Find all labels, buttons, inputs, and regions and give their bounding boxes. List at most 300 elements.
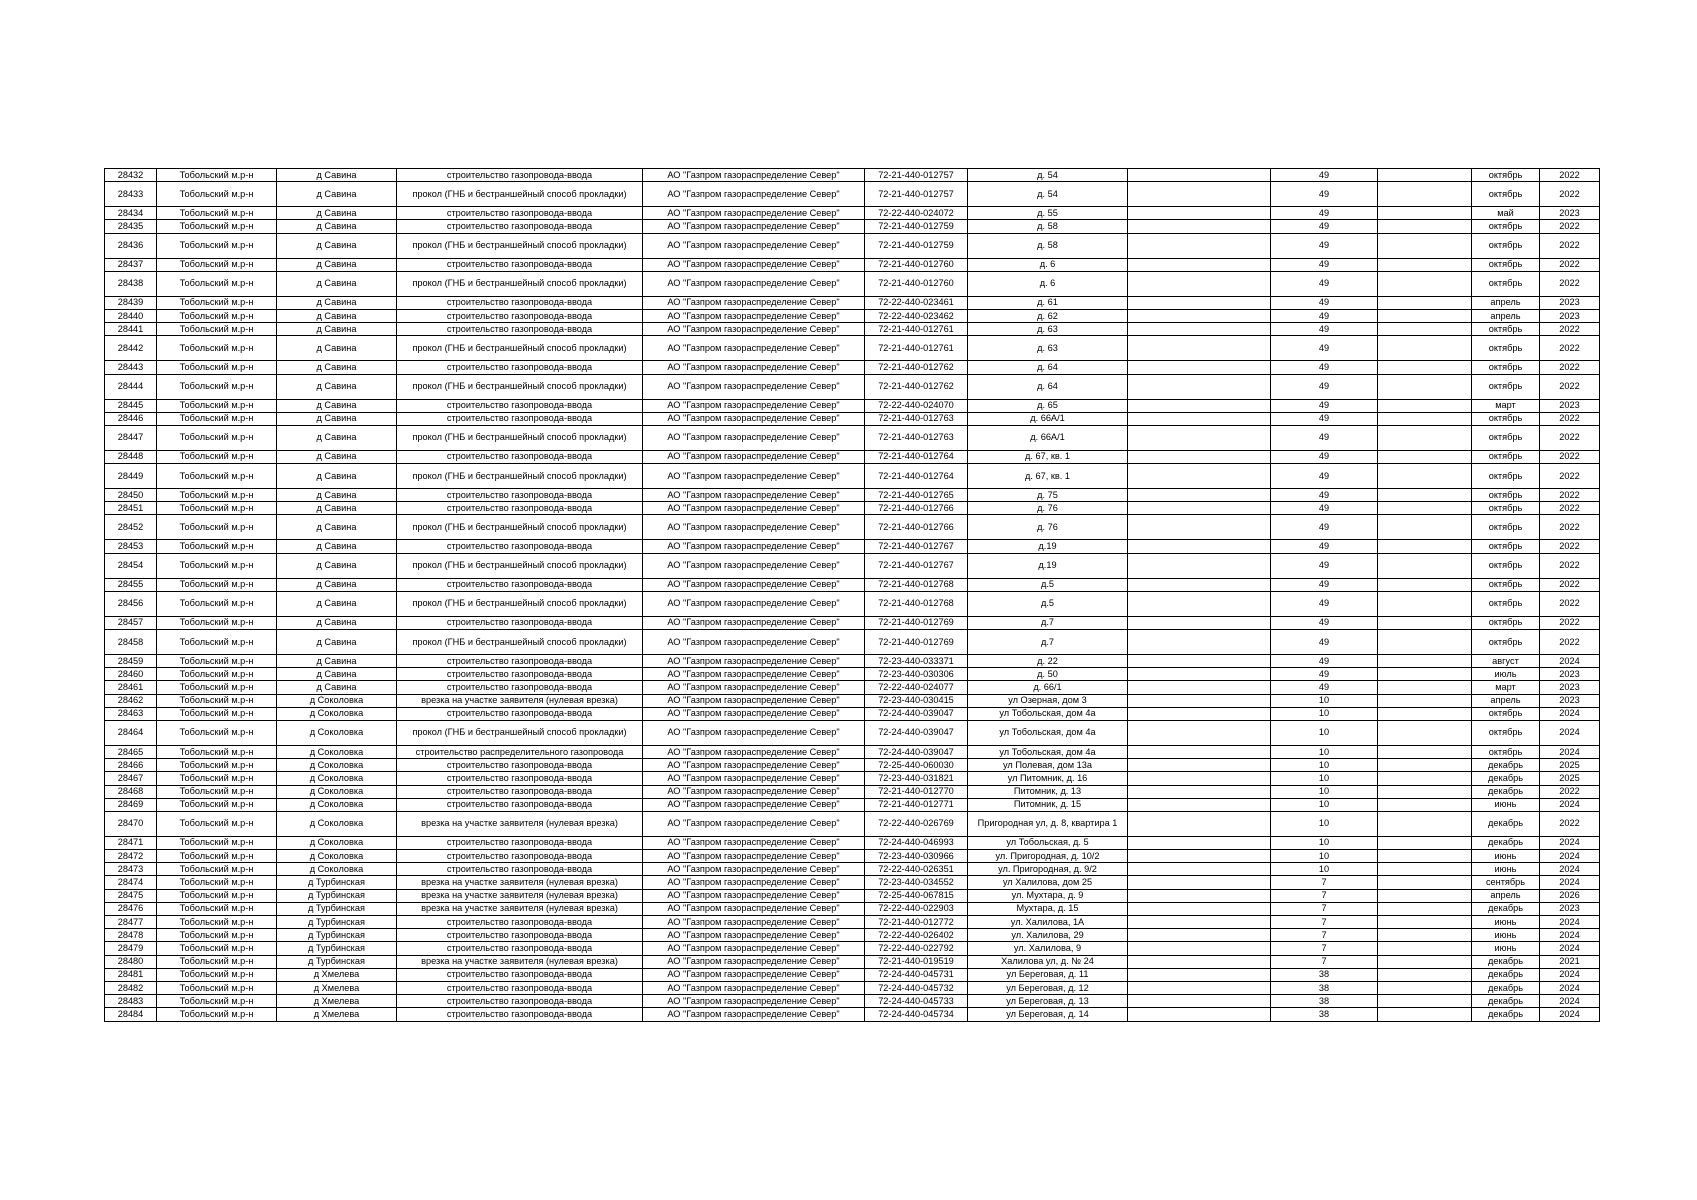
work-type-cell: строительство газопровода-ввода (397, 540, 643, 553)
settlement-cell: д Савина (277, 668, 397, 681)
row-number-cell: 28483 (105, 995, 157, 1008)
application-code-cell: 72-21-440-012772 (865, 916, 968, 929)
empty-cell (1128, 798, 1271, 811)
value-cell: 7 (1271, 929, 1378, 942)
address-cell: д.5 (968, 591, 1128, 616)
year-cell: 2024 (1540, 929, 1600, 942)
row-number-cell: 28459 (105, 655, 157, 668)
empty-cell (1128, 707, 1271, 720)
month-cell: октябрь (1472, 540, 1540, 553)
work-type-cell: прокол (ГНБ и бестраншейный способ прокладки) (397, 425, 643, 450)
settlement-cell: д Соколовка (277, 694, 397, 707)
empty-cell (1378, 450, 1472, 463)
address-cell: д. 58 (968, 233, 1128, 258)
row-number-cell: 28465 (105, 745, 157, 758)
work-type-cell: прокол (ГНБ и бестраншейный способ прокладки) (397, 591, 643, 616)
value-cell: 49 (1271, 258, 1378, 271)
organization-cell: АО "Газпром газораспределение Север" (643, 182, 865, 207)
row-number-cell: 28435 (105, 220, 157, 233)
empty-cell (1378, 929, 1472, 942)
empty-cell (1378, 489, 1472, 502)
district-cell: Тобольский м.р-н (157, 968, 277, 981)
settlement-cell: д Турбинская (277, 902, 397, 915)
application-code-cell: 72-22-440-023461 (865, 296, 968, 309)
month-cell: октябрь (1472, 169, 1540, 182)
address-cell: ул Береговая, д. 14 (968, 1008, 1128, 1021)
value-cell: 10 (1271, 694, 1378, 707)
value-cell: 49 (1271, 412, 1378, 425)
month-cell: декабрь (1472, 811, 1540, 836)
work-type-cell: строительство газопровода-ввода (397, 258, 643, 271)
work-type-cell: прокол (ГНБ и бестраншейный способ прокладки) (397, 374, 643, 399)
organization-cell: АО "Газпром газораспределение Север" (643, 412, 865, 425)
settlement-cell: д Савина (277, 296, 397, 309)
row-number-cell: 28436 (105, 233, 157, 258)
settlement-cell: д Савина (277, 169, 397, 182)
application-code-cell: 72-23-440-033371 (865, 655, 968, 668)
year-cell: 2022 (1540, 591, 1600, 616)
settlement-cell: д Савина (277, 515, 397, 540)
application-code-cell: 72-21-440-012768 (865, 591, 968, 616)
value-cell: 38 (1271, 981, 1378, 994)
application-code-cell: 72-23-440-031821 (865, 772, 968, 785)
address-cell: д. 6 (968, 258, 1128, 271)
settlement-cell: д Соколовка (277, 759, 397, 772)
row-number-cell: 28464 (105, 720, 157, 745)
address-cell: д. 65 (968, 399, 1128, 412)
application-code-cell: 72-22-440-026769 (865, 811, 968, 836)
district-cell: Тобольский м.р-н (157, 836, 277, 849)
address-cell: д.7 (968, 616, 1128, 629)
empty-cell (1128, 836, 1271, 849)
organization-cell: АО "Газпром газораспределение Север" (643, 425, 865, 450)
empty-cell (1378, 323, 1472, 336)
organization-cell: АО "Газпром газораспределение Север" (643, 902, 865, 915)
address-cell: д. 67, кв. 1 (968, 450, 1128, 463)
settlement-cell: д Савина (277, 464, 397, 489)
value-cell: 10 (1271, 707, 1378, 720)
application-code-cell: 72-23-440-030415 (865, 694, 968, 707)
address-cell: Мухтара, д. 15 (968, 902, 1128, 915)
work-type-cell: прокол (ГНБ и бестраншейный способ прокладки) (397, 553, 643, 578)
month-cell: декабрь (1472, 759, 1540, 772)
year-cell: 2024 (1540, 745, 1600, 758)
organization-cell: АО "Газпром газораспределение Север" (643, 233, 865, 258)
month-cell: июнь (1472, 929, 1540, 942)
organization-cell: АО "Газпром газораспределение Север" (643, 207, 865, 220)
address-cell: д. 76 (968, 502, 1128, 515)
empty-cell (1378, 540, 1472, 553)
value-cell: 10 (1271, 772, 1378, 785)
settlement-cell: д Турбинская (277, 942, 397, 955)
application-code-cell: 72-21-440-012771 (865, 798, 968, 811)
month-cell: декабрь (1472, 785, 1540, 798)
settlement-cell: д Хмелева (277, 1008, 397, 1021)
table-row (105, 450, 1600, 463)
value-cell: 49 (1271, 309, 1378, 322)
row-number-cell: 28466 (105, 759, 157, 772)
district-cell: Тобольский м.р-н (157, 981, 277, 994)
table-row (105, 502, 1600, 515)
organization-cell: АО "Газпром газораспределение Север" (643, 258, 865, 271)
settlement-cell: д Савина (277, 553, 397, 578)
address-cell: Питомник, д. 15 (968, 798, 1128, 811)
month-cell: октябрь (1472, 220, 1540, 233)
data-table (104, 168, 1600, 1022)
year-cell: 2024 (1540, 916, 1600, 929)
empty-cell (1128, 182, 1271, 207)
settlement-cell: д Соколовка (277, 850, 397, 863)
work-type-cell: строительство газопровода-ввода (397, 361, 643, 374)
address-cell: д. 61 (968, 296, 1128, 309)
settlement-cell: д Турбинская (277, 955, 397, 968)
organization-cell: АО "Газпром газораспределение Север" (643, 720, 865, 745)
month-cell: октябрь (1472, 591, 1540, 616)
address-cell: д. 22 (968, 655, 1128, 668)
district-cell: Тобольский м.р-н (157, 850, 277, 863)
organization-cell: АО "Газпром газораспределение Север" (643, 655, 865, 668)
application-code-cell: 72-21-440-012765 (865, 489, 968, 502)
work-type-cell: строительство газопровода-ввода (397, 981, 643, 994)
work-type-cell: строительство газопровода-ввода (397, 1008, 643, 1021)
table-row (105, 745, 1600, 758)
year-cell: 2023 (1540, 296, 1600, 309)
value-cell: 10 (1271, 850, 1378, 863)
empty-cell (1378, 955, 1472, 968)
value-cell: 10 (1271, 759, 1378, 772)
table-row (105, 889, 1600, 902)
table-row (105, 694, 1600, 707)
empty-cell (1128, 981, 1271, 994)
settlement-cell: д Савина (277, 655, 397, 668)
organization-cell: АО "Газпром газораспределение Север" (643, 811, 865, 836)
month-cell: декабрь (1472, 968, 1540, 981)
row-number-cell: 28454 (105, 553, 157, 578)
empty-cell (1128, 258, 1271, 271)
table-row (105, 336, 1600, 361)
month-cell: декабрь (1472, 836, 1540, 849)
application-code-cell: 72-21-440-012763 (865, 412, 968, 425)
value-cell: 49 (1271, 374, 1378, 399)
row-number-cell: 28463 (105, 707, 157, 720)
row-number-cell: 28472 (105, 850, 157, 863)
year-cell: 2024 (1540, 798, 1600, 811)
table-row (105, 578, 1600, 591)
empty-cell (1378, 720, 1472, 745)
application-code-cell: 72-21-440-012762 (865, 361, 968, 374)
empty-cell (1378, 694, 1472, 707)
application-code-cell: 72-24-440-045732 (865, 981, 968, 994)
value-cell: 49 (1271, 655, 1378, 668)
value-cell: 49 (1271, 464, 1378, 489)
organization-cell: АО "Газпром газораспределение Север" (643, 876, 865, 889)
organization-cell: АО "Газпром газораспределение Север" (643, 798, 865, 811)
district-cell: Тобольский м.р-н (157, 258, 277, 271)
district-cell: Тобольский м.р-н (157, 772, 277, 785)
work-type-cell: строительство газопровода-ввода (397, 929, 643, 942)
work-type-cell: строительство газопровода-ввода (397, 668, 643, 681)
settlement-cell: д Савина (277, 374, 397, 399)
empty-cell (1128, 169, 1271, 182)
address-cell: д. 67, кв. 1 (968, 464, 1128, 489)
month-cell: октябрь (1472, 374, 1540, 399)
table-row (105, 412, 1600, 425)
table-row (105, 772, 1600, 785)
empty-cell (1128, 745, 1271, 758)
empty-cell (1128, 233, 1271, 258)
row-number-cell: 28449 (105, 464, 157, 489)
value-cell: 49 (1271, 616, 1378, 629)
empty-cell (1378, 981, 1472, 994)
organization-cell: АО "Газпром газораспределение Север" (643, 772, 865, 785)
application-code-cell: 72-21-440-012766 (865, 515, 968, 540)
district-cell: Тобольский м.р-н (157, 995, 277, 1008)
empty-cell (1378, 889, 1472, 902)
organization-cell: АО "Газпром газораспределение Север" (643, 929, 865, 942)
empty-cell (1378, 995, 1472, 1008)
address-cell: ул Халилова, дом 25 (968, 876, 1128, 889)
table-row (105, 968, 1600, 981)
table-row (105, 995, 1600, 1008)
row-number-cell: 28481 (105, 968, 157, 981)
address-cell: д. 66А/1 (968, 412, 1128, 425)
application-code-cell: 72-21-440-012764 (865, 464, 968, 489)
work-type-cell: строительство газопровода-ввода (397, 578, 643, 591)
year-cell: 2023 (1540, 902, 1600, 915)
settlement-cell: д Савина (277, 361, 397, 374)
application-code-cell: 72-23-440-034552 (865, 876, 968, 889)
work-type-cell: строительство газопровода-ввода (397, 916, 643, 929)
address-cell: Пригородная ул, д. 8, квартира 1 (968, 811, 1128, 836)
row-number-cell: 28444 (105, 374, 157, 399)
work-type-cell: строительство газопровода-ввода (397, 412, 643, 425)
table-row (105, 902, 1600, 915)
month-cell: октябрь (1472, 515, 1540, 540)
organization-cell: АО "Газпром газораспределение Север" (643, 1008, 865, 1021)
address-cell: д.5 (968, 578, 1128, 591)
empty-cell (1378, 296, 1472, 309)
address-cell: д. 66/1 (968, 681, 1128, 694)
empty-cell (1378, 681, 1472, 694)
value-cell: 49 (1271, 450, 1378, 463)
value-cell: 49 (1271, 668, 1378, 681)
district-cell: Тобольский м.р-н (157, 182, 277, 207)
settlement-cell: д Соколовка (277, 811, 397, 836)
table-row (105, 929, 1600, 942)
table-row (105, 464, 1600, 489)
month-cell: октябрь (1472, 336, 1540, 361)
work-type-cell: врезка на участке заявителя (нулевая врезка) (397, 902, 643, 915)
organization-cell: АО "Газпром газораспределение Север" (643, 399, 865, 412)
organization-cell: АО "Газпром газораспределение Север" (643, 995, 865, 1008)
settlement-cell: д Савина (277, 578, 397, 591)
district-cell: Тобольский м.р-н (157, 323, 277, 336)
settlement-cell: д Савина (277, 630, 397, 655)
month-cell: октябрь (1472, 707, 1540, 720)
value-cell: 49 (1271, 425, 1378, 450)
table-row (105, 591, 1600, 616)
row-number-cell: 28455 (105, 578, 157, 591)
value-cell: 10 (1271, 811, 1378, 836)
work-type-cell: строительство газопровода-ввода (397, 863, 643, 876)
settlement-cell: д Савина (277, 271, 397, 296)
value-cell: 49 (1271, 323, 1378, 336)
row-number-cell: 28467 (105, 772, 157, 785)
empty-cell (1378, 772, 1472, 785)
district-cell: Тобольский м.р-н (157, 942, 277, 955)
organization-cell: АО "Газпром газораспределение Север" (643, 309, 865, 322)
address-cell: ул Береговая, д. 13 (968, 995, 1128, 1008)
value-cell: 49 (1271, 169, 1378, 182)
settlement-cell: д Савина (277, 233, 397, 258)
empty-cell (1128, 902, 1271, 915)
district-cell: Тобольский м.р-н (157, 745, 277, 758)
district-cell: Тобольский м.р-н (157, 630, 277, 655)
application-code-cell: 72-21-440-012767 (865, 540, 968, 553)
address-cell: ул Тобольская, дом 4а (968, 720, 1128, 745)
table-row (105, 863, 1600, 876)
empty-cell (1378, 759, 1472, 772)
district-cell: Тобольский м.р-н (157, 811, 277, 836)
application-code-cell: 72-24-440-039047 (865, 745, 968, 758)
application-code-cell: 72-24-440-045731 (865, 968, 968, 981)
table-row (105, 169, 1600, 182)
address-cell: ул Полевая, дом 13а (968, 759, 1128, 772)
month-cell: июнь (1472, 942, 1540, 955)
settlement-cell: д Савина (277, 220, 397, 233)
table-row (105, 220, 1600, 233)
district-cell: Тобольский м.р-н (157, 902, 277, 915)
value-cell: 49 (1271, 553, 1378, 578)
empty-cell (1378, 850, 1472, 863)
empty-cell (1128, 553, 1271, 578)
year-cell: 2024 (1540, 720, 1600, 745)
empty-cell (1128, 336, 1271, 361)
application-code-cell: 72-21-440-012757 (865, 182, 968, 207)
table-row (105, 258, 1600, 271)
year-cell: 2023 (1540, 681, 1600, 694)
empty-cell (1128, 207, 1271, 220)
month-cell: октябрь (1472, 720, 1540, 745)
district-cell: Тобольский м.р-н (157, 220, 277, 233)
table-row (105, 540, 1600, 553)
settlement-cell: д Савина (277, 336, 397, 361)
year-cell: 2022 (1540, 502, 1600, 515)
district-cell: Тобольский м.р-н (157, 929, 277, 942)
row-number-cell: 28434 (105, 207, 157, 220)
address-cell: д.7 (968, 630, 1128, 655)
district-cell: Тобольский м.р-н (157, 489, 277, 502)
organization-cell: АО "Газпром газораспределение Север" (643, 694, 865, 707)
row-number-cell: 28473 (105, 863, 157, 876)
organization-cell: АО "Газпром газораспределение Север" (643, 169, 865, 182)
settlement-cell: д Савина (277, 489, 397, 502)
organization-cell: АО "Газпром газораспределение Север" (643, 450, 865, 463)
year-cell: 2021 (1540, 955, 1600, 968)
month-cell: октябрь (1472, 578, 1540, 591)
empty-cell (1128, 616, 1271, 629)
work-type-cell: строительство газопровода-ввода (397, 836, 643, 849)
organization-cell: АО "Газпром газораспределение Север" (643, 850, 865, 863)
month-cell: август (1472, 655, 1540, 668)
district-cell: Тобольский м.р-н (157, 271, 277, 296)
application-code-cell: 72-21-440-012764 (865, 450, 968, 463)
year-cell: 2022 (1540, 450, 1600, 463)
value-cell: 49 (1271, 220, 1378, 233)
work-type-cell: прокол (ГНБ и бестраншейный способ прокладки) (397, 233, 643, 258)
month-cell: июнь (1472, 798, 1540, 811)
value-cell: 49 (1271, 233, 1378, 258)
value-cell: 10 (1271, 720, 1378, 745)
empty-cell (1128, 412, 1271, 425)
district-cell: Тобольский м.р-н (157, 916, 277, 929)
empty-cell (1378, 553, 1472, 578)
table-row (105, 207, 1600, 220)
value-cell: 7 (1271, 876, 1378, 889)
empty-cell (1378, 336, 1472, 361)
organization-cell: АО "Газпром газораспределение Север" (643, 271, 865, 296)
organization-cell: АО "Газпром газораспределение Север" (643, 836, 865, 849)
organization-cell: АО "Газпром газораспределение Север" (643, 502, 865, 515)
organization-cell: АО "Газпром газораспределение Север" (643, 681, 865, 694)
work-type-cell: строительство газопровода-ввода (397, 489, 643, 502)
district-cell: Тобольский м.р-н (157, 540, 277, 553)
year-cell: 2024 (1540, 876, 1600, 889)
district-cell: Тобольский м.р-н (157, 233, 277, 258)
year-cell: 2022 (1540, 361, 1600, 374)
work-type-cell: врезка на участке заявителя (нулевая врезка) (397, 694, 643, 707)
year-cell: 2022 (1540, 515, 1600, 540)
empty-cell (1128, 502, 1271, 515)
empty-cell (1378, 916, 1472, 929)
year-cell: 2022 (1540, 336, 1600, 361)
application-code-cell: 72-21-440-012757 (865, 169, 968, 182)
year-cell: 2022 (1540, 630, 1600, 655)
organization-cell: АО "Газпром газораспределение Север" (643, 759, 865, 772)
empty-cell (1128, 591, 1271, 616)
organization-cell: АО "Газпром газораспределение Север" (643, 668, 865, 681)
settlement-cell: д Соколовка (277, 785, 397, 798)
organization-cell: АО "Газпром газораспределение Север" (643, 591, 865, 616)
district-cell: Тобольский м.р-н (157, 591, 277, 616)
empty-cell (1378, 425, 1472, 450)
row-number-cell: 28446 (105, 412, 157, 425)
organization-cell: АО "Газпром газораспределение Север" (643, 707, 865, 720)
month-cell: октябрь (1472, 450, 1540, 463)
row-number-cell: 28484 (105, 1008, 157, 1021)
work-type-cell: строительство газопровода-ввода (397, 798, 643, 811)
district-cell: Тобольский м.р-н (157, 785, 277, 798)
work-type-cell: прокол (ГНБ и бестраншейный способ прокладки) (397, 464, 643, 489)
value-cell: 10 (1271, 836, 1378, 849)
empty-cell (1378, 1008, 1472, 1021)
table-row (105, 374, 1600, 399)
application-code-cell: 72-22-440-024070 (865, 399, 968, 412)
district-cell: Тобольский м.р-н (157, 361, 277, 374)
empty-cell (1378, 578, 1472, 591)
settlement-cell: д Соколовка (277, 720, 397, 745)
settlement-cell: д Савина (277, 412, 397, 425)
district-cell: Тобольский м.р-н (157, 863, 277, 876)
table-row (105, 720, 1600, 745)
empty-cell (1128, 929, 1271, 942)
value-cell: 7 (1271, 942, 1378, 955)
address-cell: д. 64 (968, 361, 1128, 374)
district-cell: Тобольский м.р-н (157, 450, 277, 463)
settlement-cell: д Турбинская (277, 889, 397, 902)
month-cell: декабрь (1472, 772, 1540, 785)
empty-cell (1378, 707, 1472, 720)
